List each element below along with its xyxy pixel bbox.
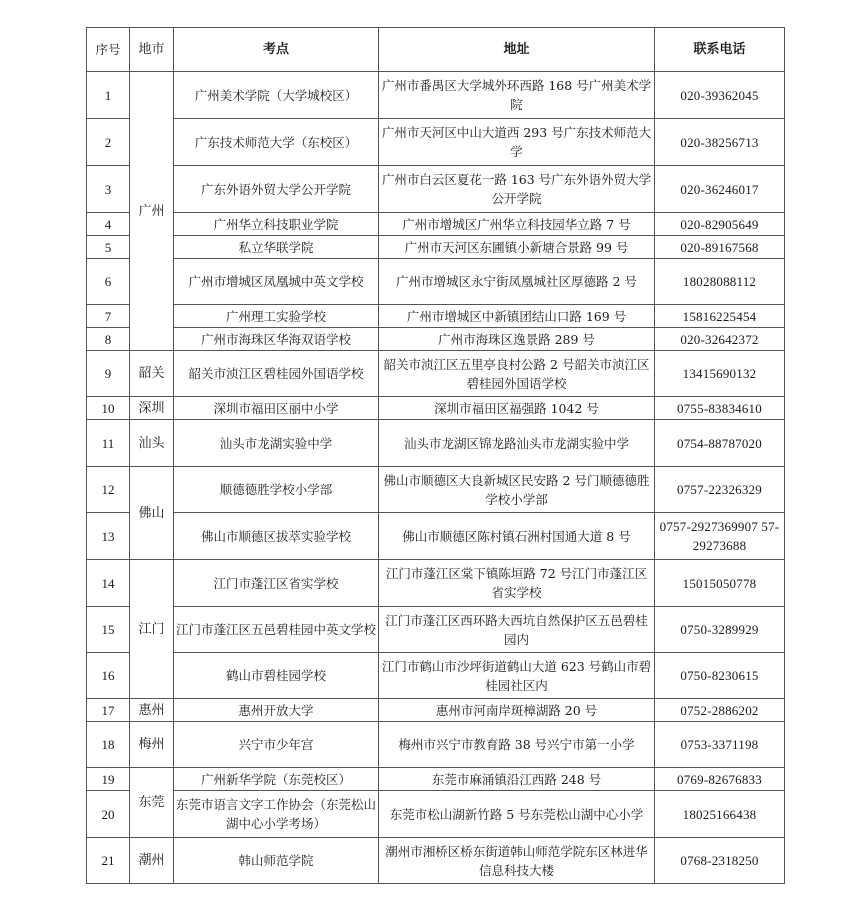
phone-cell: 15816225454 [655, 305, 785, 328]
phone-cell: 020-36246017 [655, 166, 785, 213]
row-number: 18 [87, 722, 130, 768]
table-row [87, 72, 785, 119]
row-number: 15 [87, 607, 130, 653]
address-cell: 东莞市麻涌镇沿江西路 248 号 [379, 768, 655, 791]
site-cell: 广州理工实验学校 [174, 305, 379, 328]
city-cell: 江门 [130, 560, 174, 699]
row-number: 4 [87, 213, 130, 236]
header-city: 地市 [130, 28, 174, 72]
phone-cell: 0769-82676833 [655, 768, 785, 791]
phone-cell: 020-32642372 [655, 328, 785, 351]
address-cell: 佛山市顺德区陈村镇石洲村国通大道 8 号 [379, 513, 655, 560]
site-cell: 广州新华学院（东莞校区） [174, 768, 379, 791]
row-number: 13 [87, 513, 130, 560]
address-cell: 江门市蓬江区棠下镇陈垣路 72 号江门市蓬江区省实学校 [379, 560, 655, 607]
row-number: 14 [87, 560, 130, 607]
table-row [87, 328, 785, 351]
city-cell: 广州 [130, 72, 174, 351]
phone-cell: 0752-2886202 [655, 699, 785, 722]
address-cell: 广州市增城区永宁街凤凰城社区厚德路 2 号 [379, 259, 655, 305]
city-cell: 东莞 [130, 768, 174, 838]
site-cell: 佛山市顺德区拔萃实验学校 [174, 513, 379, 560]
site-cell: 汕头市龙湖实验中学 [174, 420, 379, 467]
site-cell: 江门市蓬江区省实学校 [174, 560, 379, 607]
table-row [87, 236, 785, 259]
site-cell: 韩山师范学院 [174, 838, 379, 884]
phone-cell: 0757-2927369907 57-29273688 [655, 513, 785, 560]
site-cell: 深圳市福田区丽中小学 [174, 397, 379, 420]
site-cell: 广东技术师范大学（东校区） [174, 119, 379, 166]
table-row [87, 259, 785, 305]
table-row [87, 351, 785, 397]
phone-cell: 0753-3371198 [655, 722, 785, 768]
site-cell: 惠州开放大学 [174, 699, 379, 722]
address-cell: 广州市海珠区逸景路 289 号 [379, 328, 655, 351]
site-cell: 顺德德胜学校小学部 [174, 467, 379, 513]
address-cell: 潮州市湘桥区桥东街道韩山师范学院东区林进华信息科技大楼 [379, 838, 655, 884]
address-cell: 江门市蓬江区西环路大西坑自然保护区五邑碧桂园内 [379, 607, 655, 653]
address-cell: 深圳市福田区福强路 1042 号 [379, 397, 655, 420]
row-number: 19 [87, 768, 130, 791]
phone-cell: 020-38256713 [655, 119, 785, 166]
site-cell: 东莞市语言文字工作协会（东莞松山湖中心小学考场） [174, 791, 379, 838]
address-cell: 惠州市河南岸斑樟湖路 20 号 [379, 699, 655, 722]
row-number: 9 [87, 351, 130, 397]
header-seq: 序号 [87, 28, 130, 72]
table-row [87, 305, 785, 328]
address-cell: 广州市白云区夏花一路 163 号广东外语外贸大学公开学院 [379, 166, 655, 213]
city-cell: 韶关 [130, 351, 174, 397]
row-number: 7 [87, 305, 130, 328]
address-cell: 江门市鹤山市沙坪街道鹤山大道 623 号鹤山市碧桂园社区内 [379, 653, 655, 699]
row-number: 3 [87, 166, 130, 213]
header-row [87, 28, 785, 72]
row-number: 11 [87, 420, 130, 467]
site-cell: 广州市海珠区华海双语学校 [174, 328, 379, 351]
address-cell: 韶关市浈江区五里亭良村公路 2 号韶关市浈江区碧桂园外国语学校 [379, 351, 655, 397]
table-row [87, 420, 785, 467]
site-cell: 广州华立科技职业学院 [174, 213, 379, 236]
site-cell: 广东外语外贸大学公开学院 [174, 166, 379, 213]
phone-cell: 020-39362045 [655, 72, 785, 119]
phone-cell: 0755-83834610 [655, 397, 785, 420]
table-row [87, 607, 785, 653]
site-cell: 兴宁市少年宫 [174, 722, 379, 768]
phone-cell: 0757-22326329 [655, 467, 785, 513]
table-row [87, 722, 785, 768]
address-cell: 广州市番禺区大学城外环西路 168 号广州美术学院 [379, 72, 655, 119]
phone-cell: 18025166438 [655, 791, 785, 838]
table-row [87, 513, 785, 560]
row-number: 20 [87, 791, 130, 838]
row-number: 21 [87, 838, 130, 884]
address-cell: 广州市增城区中新镇团结山口路 169 号 [379, 305, 655, 328]
site-cell: 江门市蓬江区五邑碧桂园中英文学校 [174, 607, 379, 653]
city-cell: 汕头 [130, 420, 174, 467]
table-row [87, 397, 785, 420]
phone-cell: 020-82905649 [655, 213, 785, 236]
table-row [87, 213, 785, 236]
exam-site-table [86, 27, 785, 884]
city-cell: 深圳 [130, 397, 174, 420]
table-row [87, 653, 785, 699]
site-cell: 私立华联学院 [174, 236, 379, 259]
row-number: 1 [87, 72, 130, 119]
site-cell: 鹤山市碧桂园学校 [174, 653, 379, 699]
phone-cell: 18028088112 [655, 259, 785, 305]
row-number: 12 [87, 467, 130, 513]
row-number: 10 [87, 397, 130, 420]
city-cell: 梅州 [130, 722, 174, 768]
city-cell: 惠州 [130, 699, 174, 722]
address-cell: 广州市天河区东圃镇小新塘合景路 99 号 [379, 236, 655, 259]
phone-cell: 0754-88787020 [655, 420, 785, 467]
row-number: 5 [87, 236, 130, 259]
phone-cell: 020-89167568 [655, 236, 785, 259]
table-row [87, 791, 785, 838]
city-cell: 潮州 [130, 838, 174, 884]
table-row [87, 119, 785, 166]
phone-cell: 0750-3289929 [655, 607, 785, 653]
table-row [87, 768, 785, 791]
table-row [87, 467, 785, 513]
table-row [87, 699, 785, 722]
site-cell: 广州美术学院（大学城校区） [174, 72, 379, 119]
table-row [87, 560, 785, 607]
row-number: 16 [87, 653, 130, 699]
address-cell: 梅州市兴宁市教育路 38 号兴宁市第一小学 [379, 722, 655, 768]
header-address: 地址 [379, 28, 655, 72]
row-number: 17 [87, 699, 130, 722]
row-number: 6 [87, 259, 130, 305]
city-cell: 佛山 [130, 467, 174, 560]
phone-cell: 13415690132 [655, 351, 785, 397]
header-site: 考点 [174, 28, 379, 72]
row-number: 8 [87, 328, 130, 351]
table-row [87, 838, 785, 884]
phone-cell: 0750-8230615 [655, 653, 785, 699]
phone-cell: 15015050778 [655, 560, 785, 607]
address-cell: 广州市增城区广州华立科技园华立路 7 号 [379, 213, 655, 236]
site-cell: 韶关市浈江区碧桂园外国语学校 [174, 351, 379, 397]
site-cell: 广州市增城区凤凰城中英文学校 [174, 259, 379, 305]
header-phone: 联系电话 [655, 28, 785, 72]
address-cell: 东莞市松山湖新竹路 5 号东莞松山湖中心小学 [379, 791, 655, 838]
address-cell: 广州市天河区中山大道西 293 号广东技术师范大学 [379, 119, 655, 166]
phone-cell: 0768-2318250 [655, 838, 785, 884]
row-number: 2 [87, 119, 130, 166]
table-row [87, 166, 785, 213]
address-cell: 佛山市顺德区大良新城区民安路 2 号门顺德德胜学校小学部 [379, 467, 655, 513]
address-cell: 汕头市龙湖区锦龙路汕头市龙湖实验中学 [379, 420, 655, 467]
